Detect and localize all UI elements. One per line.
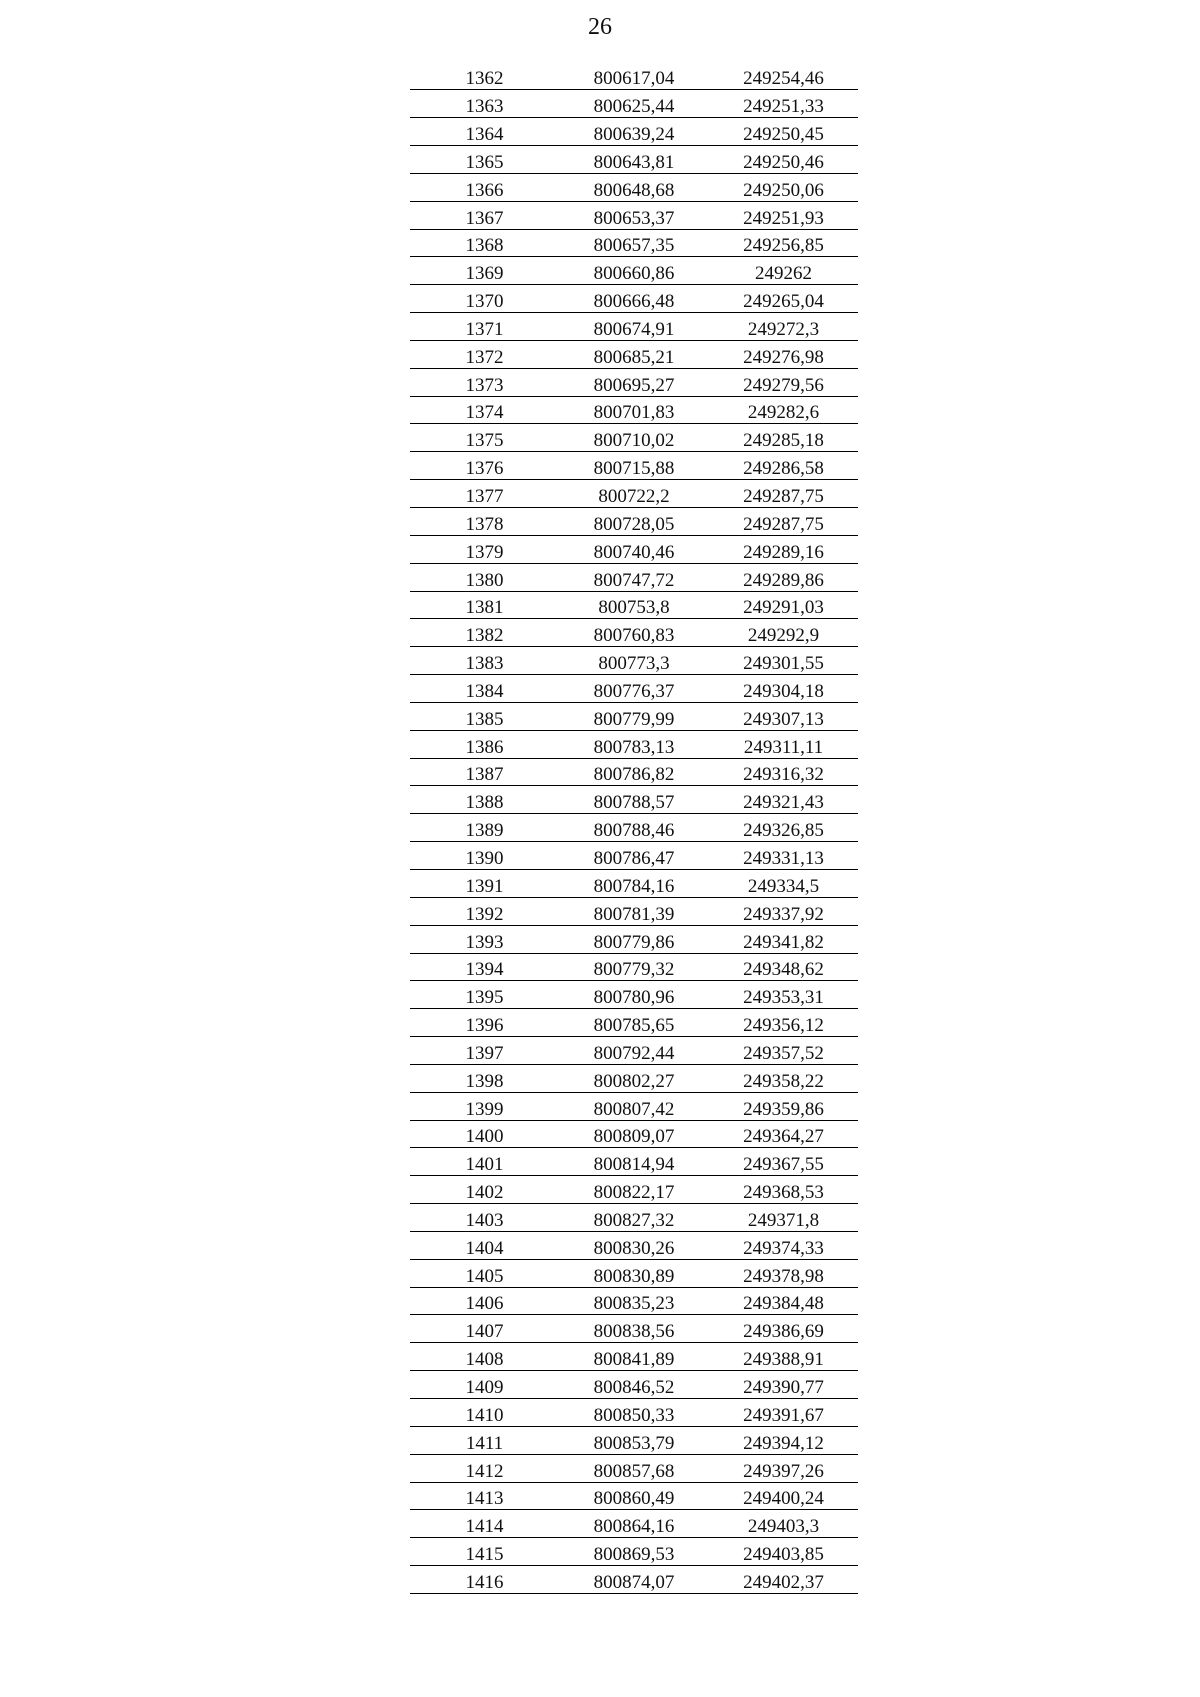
x-coordinate-cell: 800685,21 xyxy=(559,340,709,368)
table-row xyxy=(410,1371,858,1399)
point-number-cell: 1398 xyxy=(410,1064,559,1092)
x-coordinate-cell: 800783,13 xyxy=(559,730,709,758)
table-row xyxy=(410,619,858,647)
y-coordinate-cell: 249358,22 xyxy=(709,1064,858,1092)
point-number-cell: 1380 xyxy=(410,563,559,591)
y-coordinate-cell: 249285,18 xyxy=(709,424,858,452)
point-number-cell: 1372 xyxy=(410,340,559,368)
point-number-cell: 1366 xyxy=(410,173,559,201)
point-number-cell: 1377 xyxy=(410,480,559,508)
y-coordinate-cell: 249265,04 xyxy=(709,285,858,313)
x-coordinate-cell: 800695,27 xyxy=(559,368,709,396)
point-number-cell: 1370 xyxy=(410,285,559,313)
point-number-cell: 1385 xyxy=(410,702,559,730)
y-coordinate-cell: 249262 xyxy=(709,257,858,285)
x-coordinate-cell: 800864,16 xyxy=(559,1510,709,1538)
point-number-cell: 1396 xyxy=(410,1009,559,1037)
y-coordinate-cell: 249254,46 xyxy=(709,62,858,90)
y-coordinate-cell: 249272,3 xyxy=(709,313,858,341)
table-row xyxy=(410,897,858,925)
y-coordinate-cell: 249316,32 xyxy=(709,758,858,786)
y-coordinate-cell: 249356,12 xyxy=(709,1009,858,1037)
x-coordinate-cell: 800617,04 xyxy=(559,62,709,90)
coordinates-table xyxy=(410,62,858,1594)
y-coordinate-cell: 249391,67 xyxy=(709,1399,858,1427)
y-coordinate-cell: 249286,58 xyxy=(709,452,858,480)
table-row xyxy=(410,953,858,981)
table-row xyxy=(410,1538,858,1566)
table-row xyxy=(410,1064,858,1092)
table-row xyxy=(410,1287,858,1315)
table-row xyxy=(410,758,858,786)
y-coordinate-cell: 249301,55 xyxy=(709,647,858,675)
y-coordinate-cell: 249279,56 xyxy=(709,368,858,396)
table-row xyxy=(410,981,858,1009)
x-coordinate-cell: 800830,26 xyxy=(559,1231,709,1259)
table-row xyxy=(410,201,858,229)
point-number-cell: 1384 xyxy=(410,675,559,703)
point-number-cell: 1389 xyxy=(410,814,559,842)
y-coordinate-cell: 249291,03 xyxy=(709,591,858,619)
y-coordinate-cell: 249292,9 xyxy=(709,619,858,647)
point-number-cell: 1362 xyxy=(410,62,559,90)
x-coordinate-cell: 800648,68 xyxy=(559,173,709,201)
y-coordinate-cell: 249287,75 xyxy=(709,508,858,536)
table-row xyxy=(410,1148,858,1176)
y-coordinate-cell: 249374,33 xyxy=(709,1231,858,1259)
y-coordinate-cell: 249390,77 xyxy=(709,1371,858,1399)
y-coordinate-cell: 249388,91 xyxy=(709,1343,858,1371)
table-row xyxy=(410,229,858,257)
x-coordinate-cell: 800850,33 xyxy=(559,1399,709,1427)
y-coordinate-cell: 249337,92 xyxy=(709,897,858,925)
point-number-cell: 1394 xyxy=(410,953,559,981)
point-number-cell: 1363 xyxy=(410,90,559,118)
point-number-cell: 1399 xyxy=(410,1092,559,1120)
point-number-cell: 1416 xyxy=(410,1566,559,1594)
y-coordinate-cell: 249250,46 xyxy=(709,146,858,174)
table-row xyxy=(410,563,858,591)
point-number-cell: 1365 xyxy=(410,146,559,174)
y-coordinate-cell: 249357,52 xyxy=(709,1037,858,1065)
point-number-cell: 1403 xyxy=(410,1204,559,1232)
x-coordinate-cell: 800785,65 xyxy=(559,1009,709,1037)
table-row xyxy=(410,647,858,675)
x-coordinate-cell: 800660,86 xyxy=(559,257,709,285)
x-coordinate-cell: 800830,89 xyxy=(559,1259,709,1287)
point-number-cell: 1415 xyxy=(410,1538,559,1566)
x-coordinate-cell: 800779,32 xyxy=(559,953,709,981)
table-row xyxy=(410,675,858,703)
point-number-cell: 1410 xyxy=(410,1399,559,1427)
x-coordinate-cell: 800625,44 xyxy=(559,90,709,118)
table-row xyxy=(410,452,858,480)
y-coordinate-cell: 249289,86 xyxy=(709,563,858,591)
point-number-cell: 1368 xyxy=(410,229,559,257)
y-coordinate-cell: 249251,33 xyxy=(709,90,858,118)
table-row xyxy=(410,1259,858,1287)
table-row xyxy=(410,842,858,870)
point-number-cell: 1402 xyxy=(410,1176,559,1204)
y-coordinate-cell: 249276,98 xyxy=(709,340,858,368)
x-coordinate-cell: 800653,37 xyxy=(559,201,709,229)
point-number-cell: 1404 xyxy=(410,1231,559,1259)
point-number-cell: 1401 xyxy=(410,1148,559,1176)
table-row xyxy=(410,1037,858,1065)
x-coordinate-cell: 800838,56 xyxy=(559,1315,709,1343)
table-row xyxy=(410,925,858,953)
table-row xyxy=(410,146,858,174)
table-row xyxy=(410,313,858,341)
table-row xyxy=(410,591,858,619)
table-row xyxy=(410,340,858,368)
x-coordinate-cell: 800786,47 xyxy=(559,842,709,870)
table-row xyxy=(410,730,858,758)
point-number-cell: 1409 xyxy=(410,1371,559,1399)
table-row xyxy=(410,1120,858,1148)
y-coordinate-cell: 249368,53 xyxy=(709,1176,858,1204)
point-number-cell: 1405 xyxy=(410,1259,559,1287)
table-row xyxy=(410,62,858,90)
point-number-cell: 1400 xyxy=(410,1120,559,1148)
y-coordinate-cell: 249400,24 xyxy=(709,1482,858,1510)
point-number-cell: 1382 xyxy=(410,619,559,647)
x-coordinate-cell: 800822,17 xyxy=(559,1176,709,1204)
table-row xyxy=(410,1566,858,1594)
point-number-cell: 1383 xyxy=(410,647,559,675)
x-coordinate-cell: 800773,3 xyxy=(559,647,709,675)
point-number-cell: 1364 xyxy=(410,118,559,146)
x-coordinate-cell: 800860,49 xyxy=(559,1482,709,1510)
point-number-cell: 1397 xyxy=(410,1037,559,1065)
point-number-cell: 1387 xyxy=(410,758,559,786)
x-coordinate-cell: 800701,83 xyxy=(559,396,709,424)
y-coordinate-cell: 249311,11 xyxy=(709,730,858,758)
table-row xyxy=(410,1092,858,1120)
point-number-cell: 1393 xyxy=(410,925,559,953)
table-row xyxy=(410,285,858,313)
table-row xyxy=(410,173,858,201)
point-number-cell: 1406 xyxy=(410,1287,559,1315)
table-row xyxy=(410,1482,858,1510)
x-coordinate-cell: 800846,52 xyxy=(559,1371,709,1399)
y-coordinate-cell: 249397,26 xyxy=(709,1454,858,1482)
x-coordinate-cell: 800657,35 xyxy=(559,229,709,257)
x-coordinate-cell: 800728,05 xyxy=(559,508,709,536)
y-coordinate-cell: 249348,62 xyxy=(709,953,858,981)
point-number-cell: 1376 xyxy=(410,452,559,480)
table-row xyxy=(410,1399,858,1427)
point-number-cell: 1379 xyxy=(410,535,559,563)
table-row xyxy=(410,1426,858,1454)
y-coordinate-cell: 249334,5 xyxy=(709,869,858,897)
table-row xyxy=(410,118,858,146)
x-coordinate-cell: 800786,82 xyxy=(559,758,709,786)
point-number-cell: 1392 xyxy=(410,897,559,925)
y-coordinate-cell: 249304,18 xyxy=(709,675,858,703)
point-number-cell: 1374 xyxy=(410,396,559,424)
y-coordinate-cell: 249402,37 xyxy=(709,1566,858,1594)
point-number-cell: 1367 xyxy=(410,201,559,229)
x-coordinate-cell: 800776,37 xyxy=(559,675,709,703)
point-number-cell: 1390 xyxy=(410,842,559,870)
y-coordinate-cell: 249326,85 xyxy=(709,814,858,842)
y-coordinate-cell: 249378,98 xyxy=(709,1259,858,1287)
x-coordinate-cell: 800747,72 xyxy=(559,563,709,591)
y-coordinate-cell: 249287,75 xyxy=(709,480,858,508)
y-coordinate-cell: 249364,27 xyxy=(709,1120,858,1148)
y-coordinate-cell: 249341,82 xyxy=(709,925,858,953)
table-row xyxy=(410,424,858,452)
table-row xyxy=(410,396,858,424)
point-number-cell: 1381 xyxy=(410,591,559,619)
y-coordinate-cell: 249353,31 xyxy=(709,981,858,1009)
x-coordinate-cell: 800779,99 xyxy=(559,702,709,730)
table-row xyxy=(410,90,858,118)
y-coordinate-cell: 249256,85 xyxy=(709,229,858,257)
x-coordinate-cell: 800809,07 xyxy=(559,1120,709,1148)
y-coordinate-cell: 249394,12 xyxy=(709,1426,858,1454)
y-coordinate-cell: 249250,06 xyxy=(709,173,858,201)
y-coordinate-cell: 249386,69 xyxy=(709,1315,858,1343)
x-coordinate-cell: 800740,46 xyxy=(559,535,709,563)
table-row xyxy=(410,1204,858,1232)
x-coordinate-cell: 800857,68 xyxy=(559,1454,709,1482)
point-number-cell: 1408 xyxy=(410,1343,559,1371)
table-row xyxy=(410,1454,858,1482)
y-coordinate-cell: 249367,55 xyxy=(709,1148,858,1176)
table-row xyxy=(410,869,858,897)
point-number-cell: 1395 xyxy=(410,981,559,1009)
x-coordinate-cell: 800827,32 xyxy=(559,1204,709,1232)
table-row xyxy=(410,257,858,285)
page-number: 26 xyxy=(588,14,612,40)
point-number-cell: 1371 xyxy=(410,313,559,341)
x-coordinate-cell: 800781,39 xyxy=(559,897,709,925)
point-number-cell: 1412 xyxy=(410,1454,559,1482)
x-coordinate-cell: 800666,48 xyxy=(559,285,709,313)
table-row xyxy=(410,368,858,396)
x-coordinate-cell: 800722,2 xyxy=(559,480,709,508)
x-coordinate-cell: 800841,89 xyxy=(559,1343,709,1371)
x-coordinate-cell: 800710,02 xyxy=(559,424,709,452)
table-row xyxy=(410,535,858,563)
y-coordinate-cell: 249282,6 xyxy=(709,396,858,424)
point-number-cell: 1413 xyxy=(410,1482,559,1510)
point-number-cell: 1369 xyxy=(410,257,559,285)
x-coordinate-cell: 800784,16 xyxy=(559,869,709,897)
table-row xyxy=(410,1510,858,1538)
table-row xyxy=(410,1009,858,1037)
point-number-cell: 1411 xyxy=(410,1426,559,1454)
y-coordinate-cell: 249251,93 xyxy=(709,201,858,229)
x-coordinate-cell: 800780,96 xyxy=(559,981,709,1009)
x-coordinate-cell: 800792,44 xyxy=(559,1037,709,1065)
y-coordinate-cell: 249371,8 xyxy=(709,1204,858,1232)
table-row xyxy=(410,1231,858,1259)
y-coordinate-cell: 249359,86 xyxy=(709,1092,858,1120)
y-coordinate-cell: 249321,43 xyxy=(709,786,858,814)
y-coordinate-cell: 249384,48 xyxy=(709,1287,858,1315)
table-row xyxy=(410,1176,858,1204)
table-row xyxy=(410,702,858,730)
y-coordinate-cell: 249250,45 xyxy=(709,118,858,146)
x-coordinate-cell: 800788,46 xyxy=(559,814,709,842)
x-coordinate-cell: 800853,79 xyxy=(559,1426,709,1454)
point-number-cell: 1373 xyxy=(410,368,559,396)
y-coordinate-cell: 249289,16 xyxy=(709,535,858,563)
table-row xyxy=(410,508,858,536)
x-coordinate-cell: 800788,57 xyxy=(559,786,709,814)
y-coordinate-cell: 249403,85 xyxy=(709,1538,858,1566)
x-coordinate-cell: 800715,88 xyxy=(559,452,709,480)
coordinates-table-body xyxy=(410,62,858,1593)
table-row xyxy=(410,814,858,842)
x-coordinate-cell: 800753,8 xyxy=(559,591,709,619)
point-number-cell: 1407 xyxy=(410,1315,559,1343)
point-number-cell: 1386 xyxy=(410,730,559,758)
x-coordinate-cell: 800779,86 xyxy=(559,925,709,953)
x-coordinate-cell: 800874,07 xyxy=(559,1566,709,1594)
x-coordinate-cell: 800674,91 xyxy=(559,313,709,341)
x-coordinate-cell: 800639,24 xyxy=(559,118,709,146)
x-coordinate-cell: 800869,53 xyxy=(559,1538,709,1566)
y-coordinate-cell: 249307,13 xyxy=(709,702,858,730)
x-coordinate-cell: 800835,23 xyxy=(559,1287,709,1315)
x-coordinate-cell: 800814,94 xyxy=(559,1148,709,1176)
y-coordinate-cell: 249331,13 xyxy=(709,842,858,870)
table-row xyxy=(410,480,858,508)
point-number-cell: 1375 xyxy=(410,424,559,452)
point-number-cell: 1388 xyxy=(410,786,559,814)
point-number-cell: 1378 xyxy=(410,508,559,536)
table-row xyxy=(410,786,858,814)
x-coordinate-cell: 800643,81 xyxy=(559,146,709,174)
x-coordinate-cell: 800807,42 xyxy=(559,1092,709,1120)
table-row xyxy=(410,1343,858,1371)
x-coordinate-cell: 800802,27 xyxy=(559,1064,709,1092)
table-row xyxy=(410,1315,858,1343)
x-coordinate-cell: 800760,83 xyxy=(559,619,709,647)
point-number-cell: 1414 xyxy=(410,1510,559,1538)
point-number-cell: 1391 xyxy=(410,869,559,897)
y-coordinate-cell: 249403,3 xyxy=(709,1510,858,1538)
